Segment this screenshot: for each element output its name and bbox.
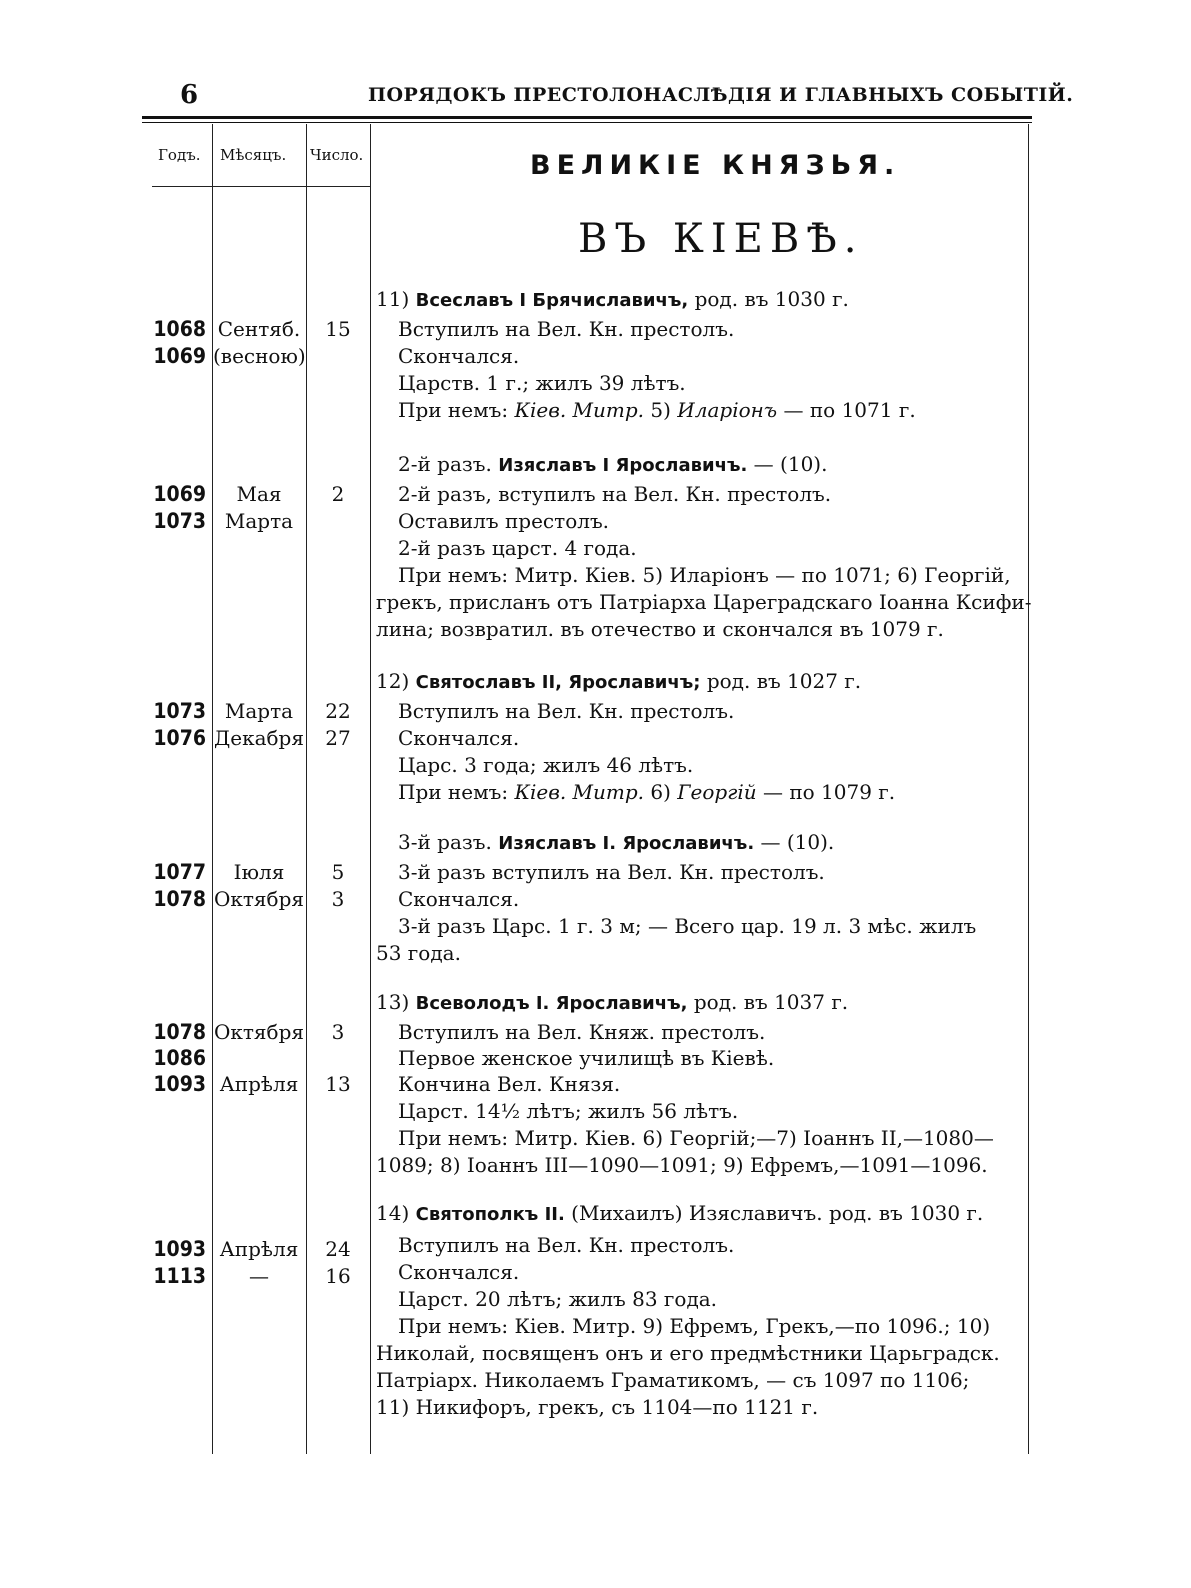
reign-summary: Царст. 20 лѣтъ; жилъ 83 года. — [398, 1287, 718, 1311]
day-cell: 3 — [331, 1020, 345, 1044]
metropolitans-note: Патріарх. Николаемъ Граматикомъ, — съ 1097 по 1106; — [376, 1368, 970, 1392]
column-divider-month — [306, 124, 307, 1454]
day-cell: 24 — [325, 1237, 351, 1261]
metropolitans-note: При немъ: Митр. Кіев. 6) Георгій;—7) Іоаннъ II,—1080— — [398, 1126, 994, 1150]
event-text: Кончина Вел. Князя. — [398, 1072, 621, 1096]
entry-heading: 12) Святославъ II, Ярославичъ; род. въ 1027 г. — [376, 669, 862, 693]
year-cell: 1113 — [153, 1264, 206, 1288]
reign-summary: Царст. 14½ лѣтъ; жилъ 56 лѣтъ. — [398, 1099, 739, 1123]
month-cell: Октября — [213, 887, 305, 911]
year-cell: 1068 — [153, 317, 206, 341]
day-cell: 2 — [331, 482, 345, 506]
header-rule — [142, 116, 1032, 119]
event-text: 2-й разъ, вступилъ на Вел. Кн. престолъ. — [398, 482, 832, 506]
month-cell: Апрѣля — [219, 1072, 299, 1096]
column-divider-day — [370, 124, 371, 1454]
event-text: 3-й разъ вступилъ на Вел. Кн. престолъ. — [398, 860, 825, 884]
metropolitans-note: 1089; 8) Іоаннъ III—1090—1091; 9) Ефремъ,—1091—1096. — [376, 1153, 988, 1177]
year-cell: 1086 — [153, 1046, 206, 1070]
reign-summary: 2-й разъ царст. 4 года. — [398, 536, 637, 560]
reign-summary: Царс. 3 года; жилъ 46 лѣтъ. — [398, 753, 694, 777]
event-text: Вступилъ на Вел. Кн. престолъ. — [398, 1233, 735, 1257]
year-cell: 1077 — [153, 860, 206, 884]
metropolitans-note: Николай, посвященъ онъ и его предмѣстники Царьградск. — [376, 1341, 1000, 1365]
section-title: ВЕЛИКІЕ КНЯЗЬЯ. — [530, 150, 901, 181]
reign-summary: 3-й разъ Царс. 1 г. 3 м; — Всего цар. 19 л. 3 мѣс. жилъ — [398, 914, 977, 938]
column-header-year: Годъ. — [158, 146, 201, 164]
year-cell: 1069 — [153, 482, 206, 506]
event-text: Оставилъ престолъ. — [398, 509, 610, 533]
column-header-day: Число. — [310, 146, 364, 164]
metropolitans-note: При немъ: Кіев. Митр. 5) Иларіонъ — по 1071 г. — [398, 398, 916, 422]
year-cell: 1078 — [153, 1020, 206, 1044]
year-cell: 1069 — [153, 344, 206, 368]
event-text: Скончался. — [398, 1260, 520, 1284]
month-cell: Мая — [236, 482, 282, 506]
event-text: Вступилъ на Вел. Княж. престолъ. — [398, 1020, 766, 1044]
year-cell: 1093 — [153, 1237, 206, 1261]
metropolitans-note: При немъ: Митр. Кіев. 5) Иларіонъ — по 1071; 6) Георгій, — [398, 563, 1011, 587]
year-cell: 1076 — [153, 726, 206, 750]
day-cell: 16 — [325, 1264, 351, 1288]
day-cell: 5 — [331, 860, 345, 884]
day-cell: 13 — [325, 1072, 351, 1096]
metropolitans-note: грекъ, присланъ отъ Патріарха Цареградскаго Іоанна Ксифи- — [376, 590, 1032, 614]
day-cell: 15 — [325, 317, 351, 341]
month-cell: (весною) — [213, 344, 306, 368]
month-cell: Сентяб. — [217, 317, 301, 341]
right-border — [1028, 124, 1029, 1454]
event-text: Вступилъ на Вел. Кн. престолъ. — [398, 317, 735, 341]
year-cell: 1093 — [153, 1072, 206, 1096]
metropolitans-note: При немъ: Кіев. Митр. 9) Ефремъ, Грекъ,—по 1096.; 10) — [398, 1314, 991, 1338]
column-header-month: Мѣсяцъ. — [220, 146, 287, 164]
entry-heading: 2-й разъ. Изяславъ I Ярославичъ. — (10). — [398, 452, 828, 476]
event-text: Скончался. — [398, 726, 520, 750]
page-number: 6 — [180, 80, 199, 110]
day-cell: 22 — [325, 699, 351, 723]
metropolitans-note: 11) Никифоръ, грекъ, съ 1104—по 1121 г. — [376, 1395, 819, 1419]
header-rule-thin — [142, 122, 1032, 123]
reign-summary: Царств. 1 г.; жилъ 39 лѣтъ. — [398, 371, 686, 395]
day-cell: 3 — [331, 887, 345, 911]
column-header-rule — [152, 186, 370, 187]
month-cell: Декабря — [214, 726, 304, 750]
metropolitans-note: лина; возвратил. въ отечество и скончался въ 1079 г. — [376, 617, 944, 641]
year-cell: 1078 — [153, 887, 206, 911]
month-cell: Октября — [213, 1020, 305, 1044]
day-cell: 27 — [325, 726, 351, 750]
event-text: Первое женское училищѣ въ Кіевѣ. — [398, 1046, 775, 1070]
reign-summary: 53 года. — [376, 941, 461, 965]
month-cell: Марта — [224, 509, 294, 533]
entry-heading: 13) Всеволодъ I. Ярославичъ, род. въ 1037 г. — [376, 990, 849, 1014]
event-text: Скончался. — [398, 887, 520, 911]
year-cell: 1073 — [153, 699, 206, 723]
entry-heading: 14) Святополкъ II. (Михаилъ) Изяславичъ. род. въ 1030 г. — [376, 1201, 984, 1225]
month-cell: Марта — [224, 699, 294, 723]
month-cell: — — [249, 1264, 269, 1288]
year-cell: 1073 — [153, 509, 206, 533]
running-title: ПОРЯДОКЪ ПРЕСТОЛОНАСЛѢДІЯ И ГЛАВНЫХЪ СОБЫТІЙ. — [368, 84, 1074, 106]
metropolitans-note: При немъ: Кіев. Митр. 6) Георгій — по 1079 г. — [398, 780, 896, 804]
entry-heading: 11) Всеславъ I Брячиславичъ, род. въ 1030 г. — [376, 287, 849, 311]
city-title: ВЪ КІЕВѢ. — [578, 216, 864, 262]
month-cell: Іюля — [233, 860, 285, 884]
event-text: Вступилъ на Вел. Кн. престолъ. — [398, 699, 735, 723]
month-cell: Апрѣля — [219, 1237, 299, 1261]
entry-heading: 3-й разъ. Изяславъ I. Ярославичъ. — (10). — [398, 830, 835, 854]
event-text: Скончался. — [398, 344, 520, 368]
